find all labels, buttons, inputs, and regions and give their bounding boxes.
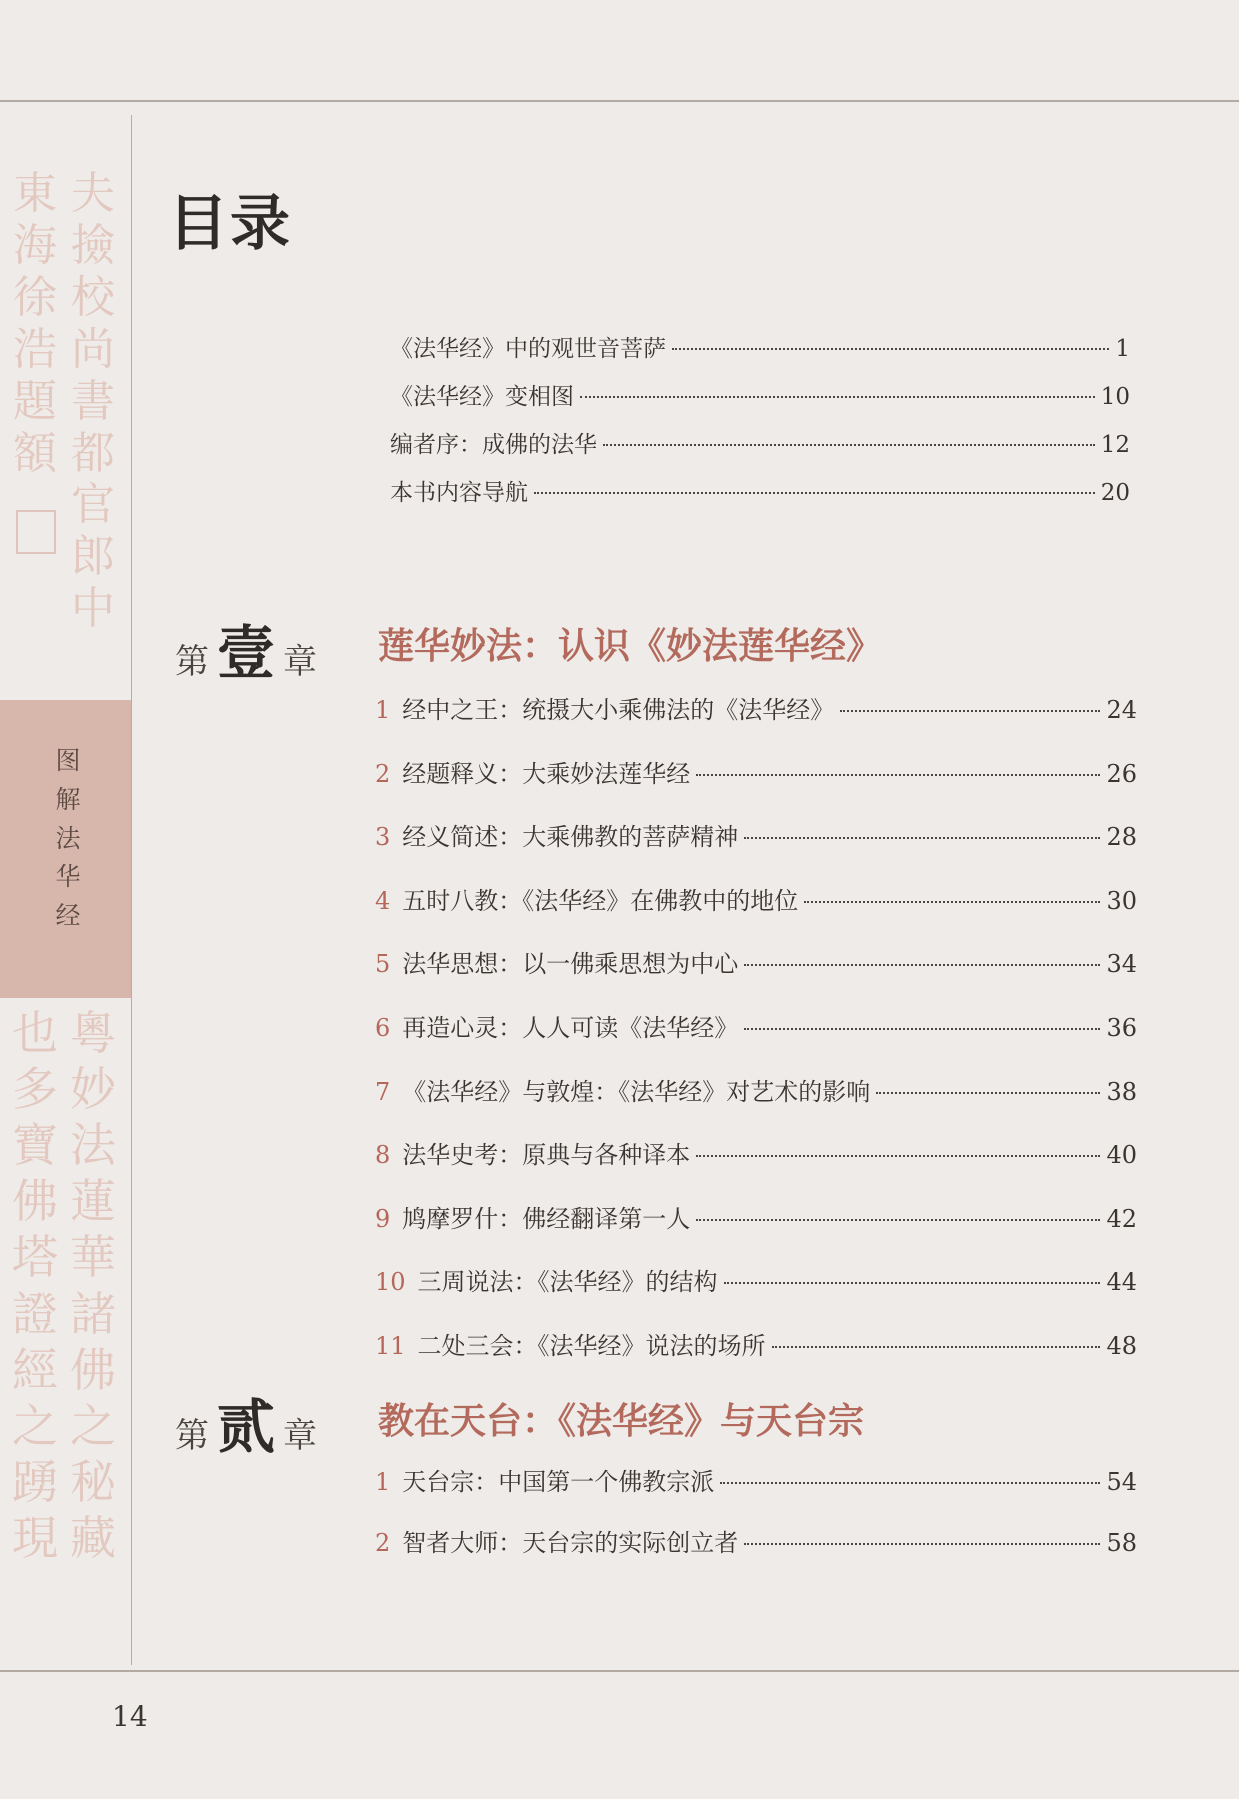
entry-number: 2 xyxy=(375,1529,391,1557)
toc-entry[interactable] xyxy=(375,1326,1137,1361)
entry-page: 38 xyxy=(1106,1077,1137,1106)
dot-leader xyxy=(603,444,1095,446)
entry-number: 4 xyxy=(375,886,391,915)
chapter-2-heading xyxy=(175,1380,317,1464)
entry-page: 34 xyxy=(1106,950,1137,979)
chapter-numeral: 贰 xyxy=(217,1393,276,1461)
dot-leader xyxy=(772,1346,1101,1348)
dot-leader xyxy=(724,1282,1101,1284)
chapter-numeral: 壹 xyxy=(217,619,276,687)
toc-entry[interactable] xyxy=(375,1008,1137,1043)
chapter-suffix: 章 xyxy=(283,1416,318,1456)
dot-leader xyxy=(696,1219,1100,1221)
entry-label: 《法华经》中的观世音菩萨 xyxy=(390,336,666,362)
dot-leader xyxy=(744,1543,1100,1545)
entry-label: 法华史考：原典与各种译本 xyxy=(402,1141,691,1170)
toc-entry[interactable] xyxy=(390,474,1130,507)
entry-label: 鸠摩罗什：佛经翻译第一人 xyxy=(402,1204,691,1233)
chapter-1-heading xyxy=(175,606,317,690)
dot-leader xyxy=(696,1155,1100,1157)
chapter-1-title: 莲华妙法：认识《妙法莲华经》 xyxy=(378,626,883,667)
dot-leader xyxy=(744,837,1100,839)
entry-page: 20 xyxy=(1100,480,1130,506)
dot-leader xyxy=(876,1092,1100,1094)
entry-label: 本书内容导航 xyxy=(390,480,528,506)
dot-leader xyxy=(720,1482,1100,1484)
entry-label: 经题释义：大乘妙法莲华经 xyxy=(402,759,691,788)
bottom-rule xyxy=(0,1670,1239,1672)
entry-label: 天台宗：中国第一个佛教宗派 xyxy=(402,1468,715,1496)
entry-number: 11 xyxy=(375,1332,406,1360)
entry-number: 7 xyxy=(375,1077,391,1106)
top-rule xyxy=(0,100,1239,102)
toc-entry[interactable] xyxy=(375,754,1137,789)
toc-entry[interactable] xyxy=(375,1135,1137,1170)
toc-entry[interactable] xyxy=(375,1262,1137,1297)
dot-leader xyxy=(696,774,1100,776)
entry-page: 54 xyxy=(1106,1468,1137,1496)
page-number: 14 xyxy=(112,1700,148,1733)
entry-page: 12 xyxy=(1100,432,1130,458)
side-tab-label: 图解法华经 xyxy=(55,746,81,930)
entry-label: 法华思想：以一佛乘思想为中心 xyxy=(402,950,739,979)
toc-entry[interactable] xyxy=(390,426,1130,459)
entry-label: 二处三会：《法华经》说法的场所 xyxy=(417,1332,766,1360)
entry-number: 8 xyxy=(375,1141,391,1170)
margin-rule xyxy=(131,115,132,1665)
toc-entry[interactable] xyxy=(390,330,1130,363)
entry-label: 五时八教：《法华经》在佛教中的地位 xyxy=(402,886,799,915)
entry-label: 经义简述：大乘佛教的菩萨精神 xyxy=(402,823,739,852)
entry-label: 再造心灵：人人可读《法华经》 xyxy=(402,1014,739,1042)
dot-leader xyxy=(744,1028,1100,1030)
calligraphy-upper-left: 東海徐浩題額 xyxy=(13,168,57,479)
calligraphy-lower-right: 粵妙法蓮華諸佛之秘藏 xyxy=(70,1006,116,1565)
entry-number: 10 xyxy=(375,1268,406,1297)
entry-page: 26 xyxy=(1106,759,1137,788)
entry-number: 3 xyxy=(375,823,391,852)
calligraphy-upper-right: 夫撿校尚書都官郎中 xyxy=(71,168,115,635)
dot-leader xyxy=(744,964,1100,966)
entry-number: 6 xyxy=(375,1014,391,1042)
dot-leader xyxy=(804,901,1100,903)
entry-label: 《法华经》变相图 xyxy=(390,384,574,410)
entry-label: 三周说法：《法华经》的结构 xyxy=(417,1268,718,1297)
chapter-prefix: 第 xyxy=(175,1416,209,1456)
entry-page: 1 xyxy=(1115,336,1130,362)
toc-entry[interactable] xyxy=(375,944,1137,979)
dot-leader xyxy=(580,396,1095,398)
entry-label: 编者序：成佛的法华 xyxy=(390,432,597,458)
toc-entry[interactable] xyxy=(375,1462,1137,1497)
entry-page: 30 xyxy=(1106,886,1137,915)
entry-label: 智者大师：天台宗的实际创立者 xyxy=(402,1529,739,1557)
toc-entry[interactable] xyxy=(390,378,1130,411)
dot-leader xyxy=(840,710,1100,712)
entry-page: 48 xyxy=(1106,1332,1137,1360)
entry-label: 《法华经》与敦煌：《法华经》对艺术的影响 xyxy=(402,1077,871,1106)
entry-page: 40 xyxy=(1106,1141,1137,1170)
entry-number: 1 xyxy=(375,696,391,724)
entry-page: 42 xyxy=(1106,1204,1137,1233)
entry-page: 36 xyxy=(1106,1014,1137,1042)
toc-entry[interactable] xyxy=(375,1199,1137,1234)
entry-number: 9 xyxy=(375,1204,391,1233)
chapter-suffix: 章 xyxy=(283,642,318,682)
entry-page: 24 xyxy=(1106,696,1137,724)
toc-entry[interactable] xyxy=(375,817,1137,852)
chapter-prefix: 第 xyxy=(175,642,209,682)
toc-entry[interactable] xyxy=(375,1523,1137,1558)
entry-number: 1 xyxy=(375,1468,391,1496)
entry-label: 经中之王：统摄大小乘佛法的《法华经》 xyxy=(402,696,835,724)
toc-entry[interactable] xyxy=(375,690,1137,725)
toc-entry[interactable] xyxy=(375,1072,1137,1107)
entry-page: 28 xyxy=(1106,823,1137,852)
entry-number: 5 xyxy=(375,950,391,979)
dot-leader xyxy=(672,348,1109,350)
entry-number: 2 xyxy=(375,759,391,788)
entry-page: 10 xyxy=(1100,384,1130,410)
page-title: 目录 xyxy=(168,189,292,259)
dot-leader xyxy=(534,492,1095,494)
chapter-2-title: 教在天台：《法华经》与天台宗 xyxy=(378,1401,865,1442)
seal-stamp xyxy=(16,510,56,554)
toc-entry[interactable] xyxy=(375,881,1137,916)
calligraphy-lower-left: 也多寶佛塔證經之踴現 xyxy=(12,1006,58,1565)
entry-page: 44 xyxy=(1106,1268,1137,1297)
entry-page: 58 xyxy=(1106,1529,1137,1557)
